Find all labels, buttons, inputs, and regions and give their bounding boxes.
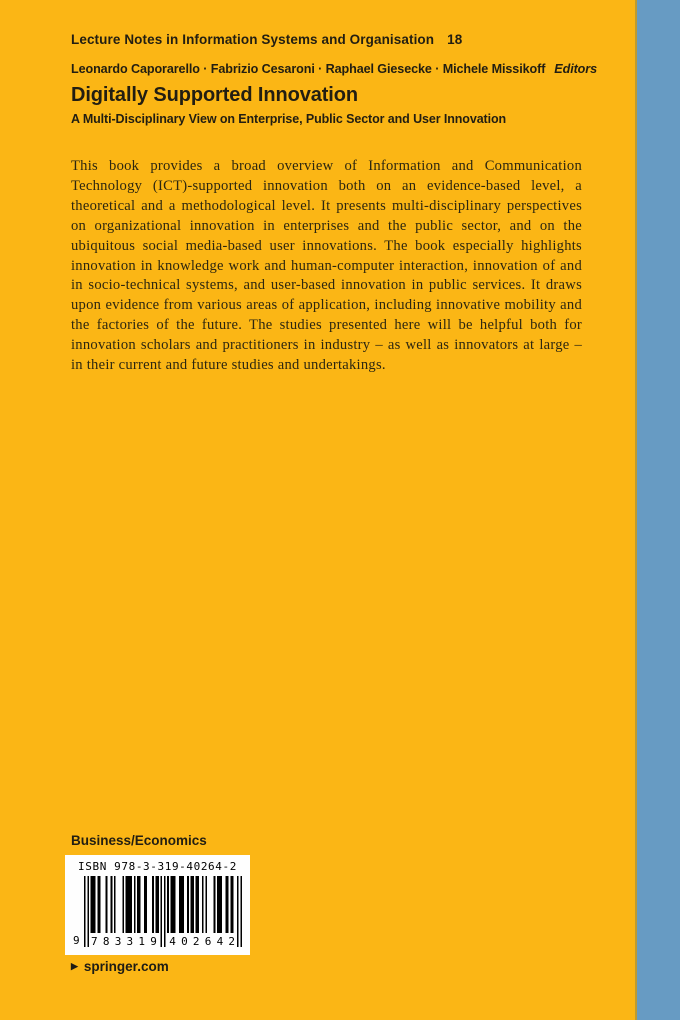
book-subtitle: A Multi-Disciplinary View on Enterprise, Public Sector and User Innovation — [71, 112, 507, 126]
barcode-digits-right: 4 0 2 6 4 2 — [169, 935, 236, 948]
series-title: Lecture Notes in Information Systems and Organisation — [71, 32, 435, 47]
series-number: 18 — [447, 32, 463, 47]
editors-names: Leonardo Caporarello · Fabrizio Cesaroni · Raphael Giesecke · Michele Missikoff — [71, 62, 546, 76]
barcode-bars-area — [84, 876, 242, 947]
book-description: This book provides a broad overview of Information and Communication Technology (ICT)-supported innovation both on an evidence-based level, a theoretical and a methodological level. It presents multi-disciplinary perspectives on organizational innovation in enterprises and the public sector, and on the ubiquitous social media-based user innovations. The book especially highlights innovation in knowledge work and human-computer interaction, innovation of and in socio-technical systems, and user-based innovation in public services. It draws upon evidence from various areas of application, including innovative mobility and the factories of the future. The studies presented here will be helpful both for innovation scholars and practitioners in industry – as well as innovators at large – in their current and future studies and undertakings. — [71, 158, 582, 374]
isbn-barcode-box — [65, 855, 250, 955]
publisher-line — [71, 959, 169, 974]
series-title-line — [71, 32, 462, 47]
category-label: Business/Economics — [71, 833, 207, 848]
barcode-first-digit: 9 — [73, 934, 80, 947]
isbn-label: ISBN 978-3-319-40264-2 — [78, 860, 237, 873]
barcode-digits-left: 7 8 3 3 1 9 — [91, 935, 157, 948]
editors-line — [71, 62, 597, 76]
barcode-row — [73, 876, 242, 947]
publisher-url: springer.com — [83, 959, 169, 974]
blue-side-stripe — [635, 0, 680, 1020]
editors-label: Editors — [554, 62, 597, 76]
springer-arrow-icon: ▶ — [71, 961, 78, 971]
book-title: Digitally Supported Innovation — [71, 84, 359, 106]
